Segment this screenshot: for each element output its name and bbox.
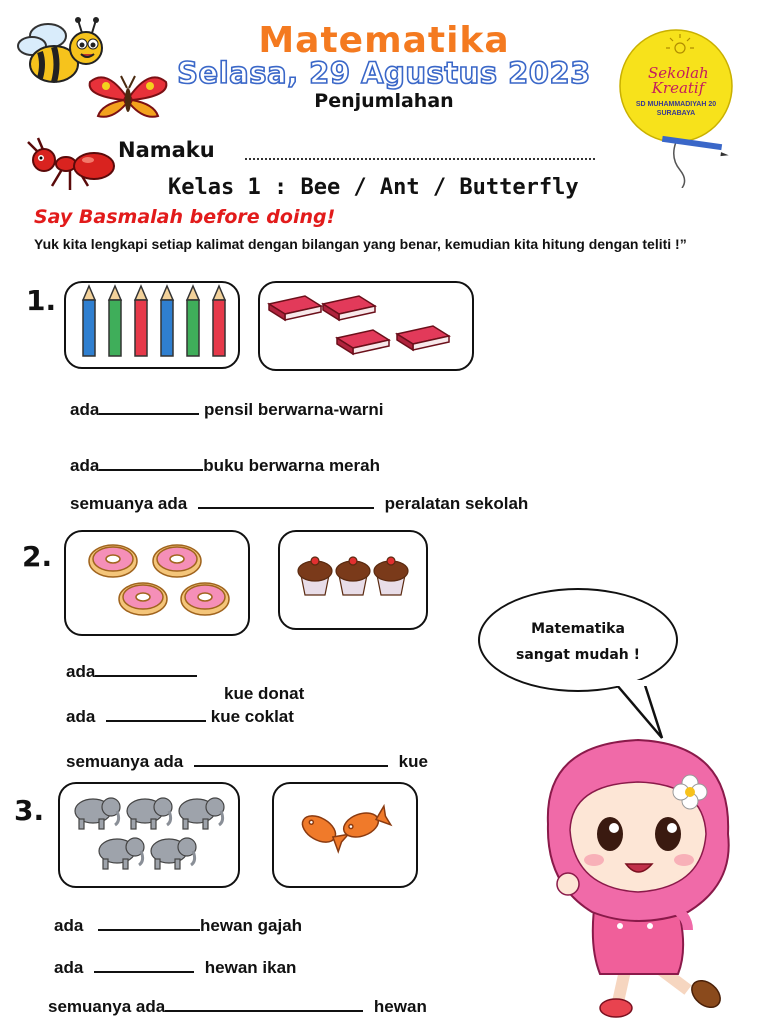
donut-icon (67, 533, 247, 633)
logo-text (648, 66, 708, 96)
donuts-box (64, 530, 250, 636)
answer-line (66, 707, 294, 727)
answer-line (66, 752, 428, 772)
elephants-box (58, 782, 240, 888)
line-prefix: ada (54, 916, 84, 935)
answer-blank[interactable] (198, 495, 374, 509)
answer-line (54, 916, 302, 936)
question-number: 3. (14, 794, 45, 827)
ant-icon (24, 136, 120, 194)
instruction-text: Yuk kita lengkapi setiap kalimat dengan bilangan yang benar, kemudian kita hitung dengan teliti !” (34, 236, 687, 252)
line-suffix: hewan ikan (204, 958, 297, 977)
line-suffix: kue coklat (210, 707, 294, 726)
speech-bubble (478, 588, 678, 692)
line-suffix: peralatan sekolah (384, 494, 529, 513)
answer-line (48, 997, 427, 1017)
answer-blank[interactable] (165, 998, 363, 1012)
question-number: 1. (26, 284, 57, 317)
line-prefix: semuanya ada (70, 494, 188, 513)
butterfly-icon (86, 72, 170, 122)
line-prefix: semuanya ada (48, 997, 166, 1016)
name-field[interactable] (245, 156, 595, 160)
pencil-icon (67, 284, 237, 366)
answer-blank[interactable] (99, 401, 199, 415)
logo-line-4: SURABAYA (656, 110, 696, 117)
question-number: 2. (22, 540, 53, 573)
books-box (258, 281, 474, 371)
answer-blank[interactable] (106, 708, 206, 722)
answer-line (70, 400, 384, 420)
line-suffix: hewan gajah (200, 916, 303, 935)
elephant-icon (61, 785, 237, 885)
logo-line-2: Kreatif (651, 79, 705, 97)
girl-character (538, 734, 748, 1020)
cupcake-icon (281, 533, 425, 627)
cupcakes-box (278, 530, 428, 630)
topic-heading: Penjumlahan (314, 90, 454, 112)
answer-line (66, 662, 197, 682)
name-label: Namaku (118, 138, 215, 162)
line-prefix: semuanya ada (66, 752, 184, 771)
line-suffix: kue (398, 752, 428, 771)
answer-line (54, 958, 296, 978)
fish-box (272, 782, 418, 888)
book-icon (261, 284, 471, 368)
answer-line (70, 456, 380, 476)
answer-blank[interactable] (94, 959, 194, 973)
line-suffix: buku berwarna merah (203, 456, 380, 475)
answer-blank[interactable] (194, 753, 388, 767)
line-suffix: hewan (373, 997, 427, 1016)
line-prefix: ada (66, 707, 96, 726)
prayer-reminder: Say Basmalah before doing! (34, 206, 336, 228)
line-prefix: ada (54, 958, 84, 977)
answer-blank[interactable] (95, 663, 197, 677)
line-prefix: ada (66, 662, 96, 681)
answer-line (70, 494, 528, 514)
page-title: Matematika (258, 20, 510, 61)
line-suffix: kue donat (224, 684, 305, 703)
line-prefix: ada (70, 456, 100, 475)
bubble-line-1: Matematika (531, 621, 625, 637)
pencils-box (64, 281, 240, 369)
bubble-line-2: sangat mudah ! (515, 647, 641, 663)
fish-icon (275, 785, 415, 885)
class-label: Kelas 1 : Bee / Ant / Butterfly (168, 175, 579, 200)
logo-subtext (630, 100, 722, 118)
line-prefix: ada (70, 400, 100, 419)
line-suffix: pensil berwarna-warni (204, 400, 384, 419)
date-heading: Selasa, 29 Agustus 2023 (177, 56, 591, 90)
answer-blank[interactable] (99, 457, 203, 471)
logo-line-3: SD MUHAMMADIYAH 20 (635, 101, 717, 108)
logo-line-1: Sekolah (648, 64, 709, 82)
answer-blank[interactable] (98, 917, 200, 931)
bubble-tail (610, 680, 670, 742)
